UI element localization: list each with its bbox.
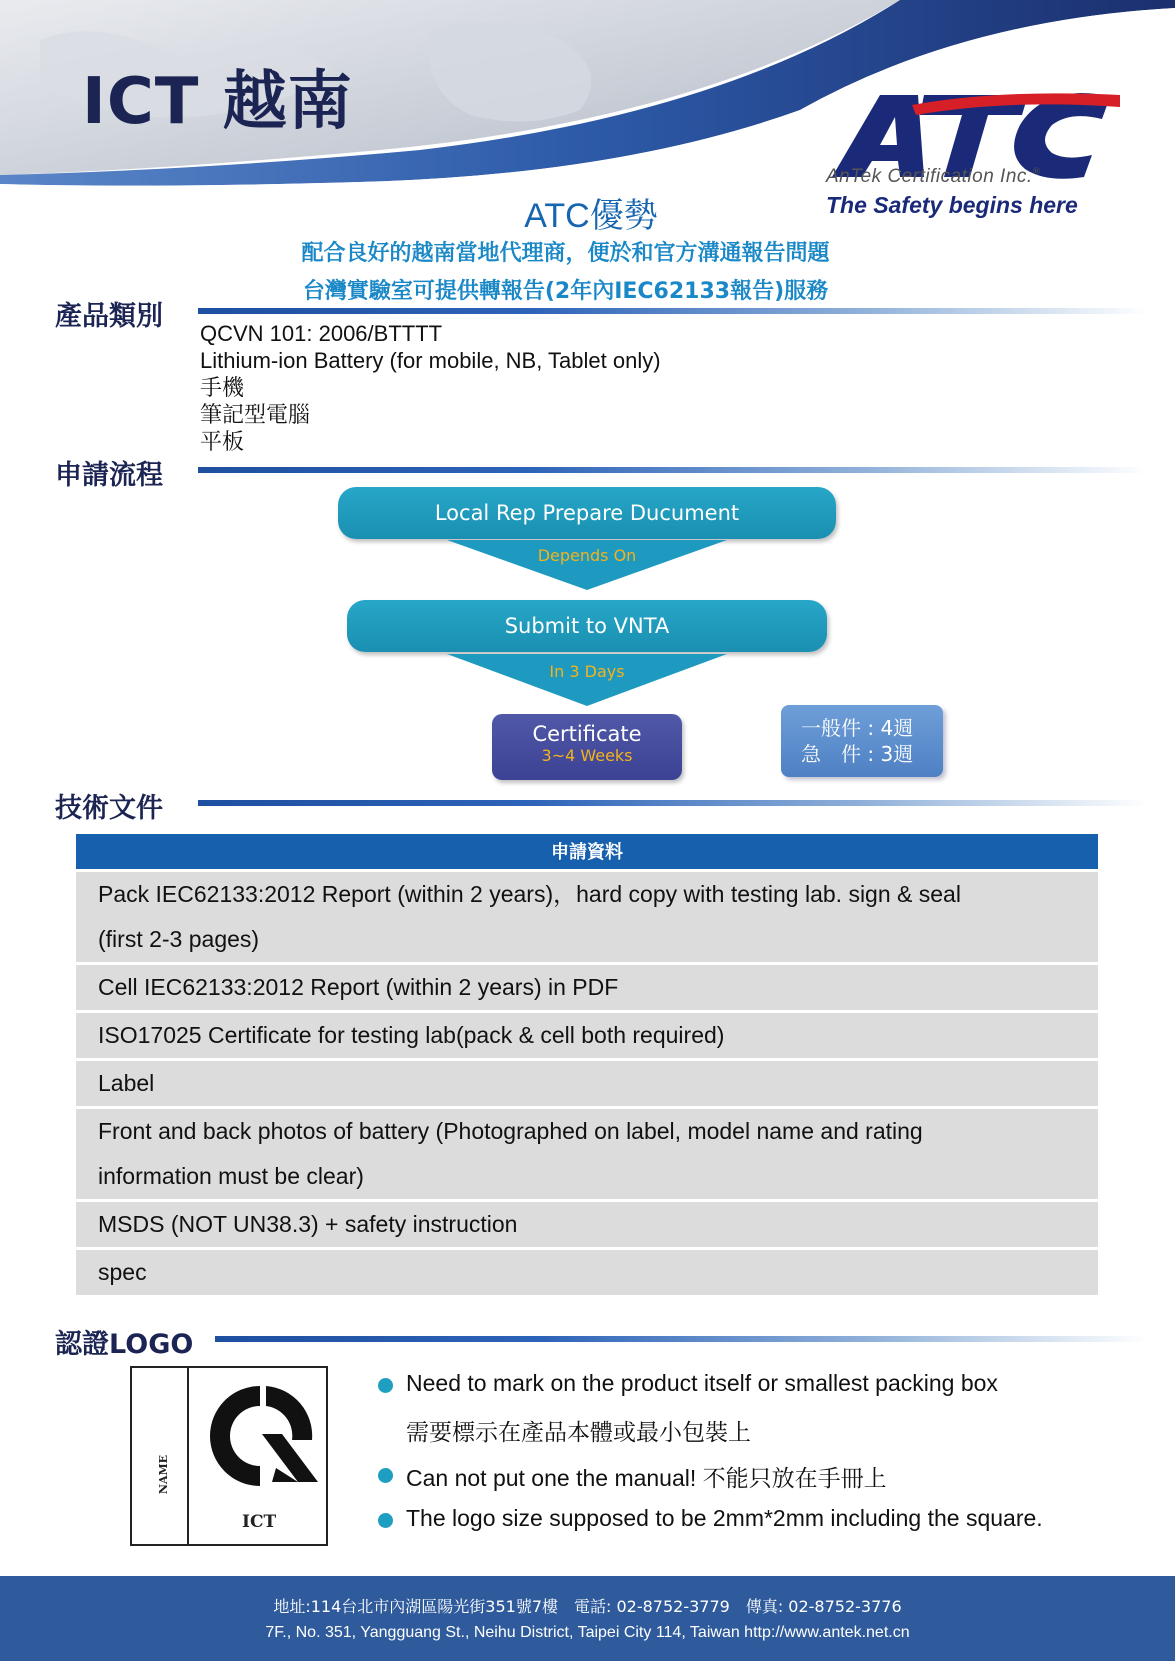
certificate-title: Certificate [532,722,642,746]
certificate-time: 3~4 Weeks [541,746,633,765]
bullet-item: 需要標示在產品本體或最小包裝上 [406,1419,751,1445]
bullet-item: The logo size supposed to be 2mm*2mm including the square. [406,1505,1043,1531]
section-title-product: 產品類別 [55,301,163,332]
cr-logo-icon [200,1378,320,1503]
product-item: 筆記型電腦 [200,402,311,427]
table-cell: Label [98,1070,155,1096]
section-rule-process [198,467,1148,473]
page-title: ICT 越南 [82,65,353,139]
table-row [76,872,1098,965]
table-cell: information must be clear) [98,1163,364,1189]
advantage-line-1: 配合良好的越南當地代理商，便於和官方溝通報告問題 [301,241,830,266]
section-title-process: 申請流程 [55,460,163,491]
mark-name-label: NAME [157,1454,171,1495]
footer [0,1576,1175,1661]
table-cell: spec [98,1259,147,1285]
product-item: QCVN 101: 2006/BTTTT [200,321,443,346]
table-cell: Front and back photos of battery (Photographed on label, model name and rating [98,1118,923,1144]
bullet-dot-icon [378,1468,393,1483]
product-item: 平板 [200,429,245,454]
bullet-item: Can not put one the manual! 不能只放在手冊上 [406,1465,887,1491]
table-row [76,1202,1098,1250]
flow-step-submit: Submit to VNTA [347,600,827,652]
document-table [76,834,1098,1298]
bullet-item: Need to mark on the product itself or smallest packing box [406,1370,998,1396]
timing-urgent: 急 件 : 3週 [801,742,914,766]
table-row [76,1061,1098,1109]
product-item: Lithium-ion Battery (for mobile, NB, Tablet only) [200,348,661,373]
bullet-dot-icon [378,1378,393,1393]
logo-company-name: AnTek Certification Inc.® [826,166,1041,187]
table-row [76,1013,1098,1061]
flow-result-certificate [492,714,682,780]
table-cell: Pack IEC62133:2012 Report (within 2 years)，hard copy with testing lab. sign & seal [98,881,961,907]
table-cell: Cell IEC62133:2012 Report (within 2 years) in PDF [98,974,619,1000]
timing-normal: 一般件 : 4週 [801,716,914,740]
mark-divider [187,1368,189,1544]
advantage-line-2: 台灣實驗室可提供轉報告(2年內IEC62133報告)服務 [302,279,829,304]
bullet-dot-icon [378,1513,393,1528]
flow-arrow-2-label: In 3 Days [549,662,625,681]
advantage-title: ATC優勢 [524,197,658,235]
product-list [200,320,661,455]
table-cell: MSDS (NOT UN38.3) + safety instruction [98,1211,518,1237]
section-rule-tech-docs [198,800,1148,806]
table-row [76,1109,1098,1202]
section-rule-product [198,308,1148,314]
table-row [76,965,1098,1013]
section-rule-logo [215,1336,1148,1342]
table-cell: ISO17025 Certificate for testing lab(pack & cell both required) [98,1022,725,1048]
logo-slogan: The Safety begins here [826,192,1078,218]
flow-step-local-rep: Local Rep Prepare Ducument [338,487,836,539]
section-title-tech-docs: 技術文件 [55,793,163,824]
footer-address-en: 7F., No. 351, Yangguang St., Neihu District, Taipei City 114, Taiwan http://www.antek.net.cn [265,1624,910,1641]
table-cell: (first 2-3 pages) [98,926,260,952]
table-header: 申請資料 [76,834,1098,872]
ict-certification-mark [130,1366,328,1546]
table-row [76,1250,1098,1298]
flow-arrow-1-label: Depends On [537,546,637,565]
section-title-logo: 認證LOGO [55,1329,194,1360]
processing-time-box [781,705,943,777]
product-item: 手機 [200,375,245,400]
footer-address-zh: 地址:114台北市內湖區陽光街351號7樓 電話: 02-8752-3779 傳真: 02-8752-3776 [273,1597,902,1616]
mark-ict-text: ICT [242,1512,277,1532]
